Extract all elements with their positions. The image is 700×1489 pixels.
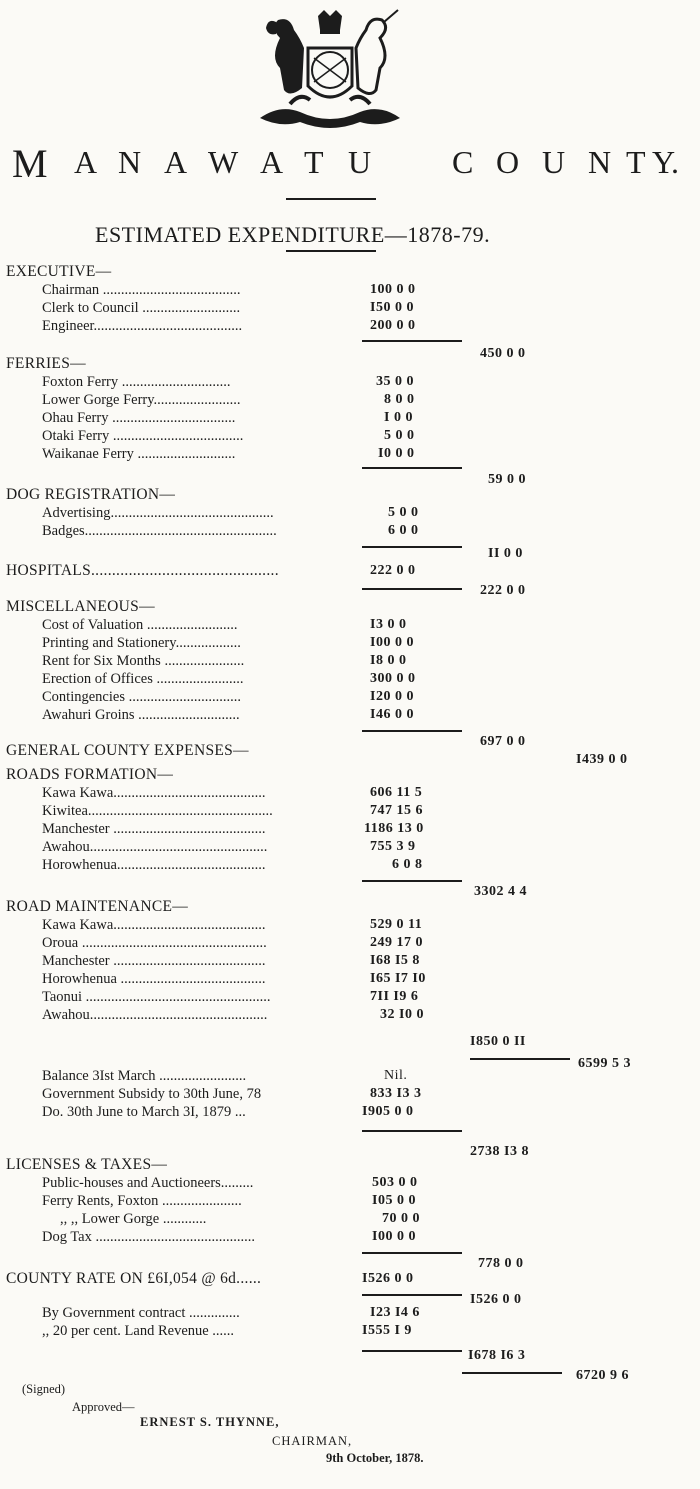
- grand-total: 6599 5 3: [578, 1056, 631, 1071]
- line-item-amount: 222 0 0: [370, 563, 416, 578]
- line-item-amount: I65 I7 I0: [370, 971, 426, 986]
- line-item-amount: 606 11 5: [370, 785, 423, 800]
- signed-label: (Signed): [22, 1382, 66, 1396]
- line-item-label: Awahuri Groins ............................: [42, 707, 240, 723]
- line-item-amount: 35 0 0: [376, 374, 414, 389]
- line-item-amount: I00 0 0: [370, 635, 414, 650]
- section-heading-licenses: LICENSES & TAXES—: [6, 1156, 168, 1173]
- section-heading-miscellaneous: MISCELLANEOUS—: [6, 598, 155, 615]
- sum-rule: [362, 730, 462, 732]
- royal-coat-of-arms: [240, 8, 420, 143]
- line-item-label: Cost of Valuation .........................: [42, 617, 238, 633]
- line-item-amount: 70 0 0: [382, 1211, 420, 1226]
- divider: [286, 198, 376, 200]
- line-item-amount: I68 I5 8: [370, 953, 420, 968]
- line-item-label: Foxton Ferry ..............................: [42, 374, 231, 390]
- county-letter: A: [260, 144, 284, 180]
- county-letter: U: [348, 144, 372, 180]
- line-item-label: Advertising.............................................: [42, 505, 274, 521]
- section-heading-county-rate: COUNTY RATE ON £6I,054 @ 6d......: [6, 1270, 262, 1287]
- line-item-amount: I3 0 0: [370, 617, 407, 632]
- line-item-label: Chairman ......................................: [42, 282, 241, 298]
- line-item-label: Badges.....................................................: [42, 523, 277, 539]
- signatory-name: ERNEST S. THYNNE,: [140, 1415, 280, 1429]
- line-item-amount: 300 0 0: [370, 671, 416, 686]
- line-item-label: Engineer.........................................: [42, 318, 243, 334]
- line-item-label: Public-houses and Auctioneers.........: [42, 1175, 254, 1191]
- section-total: 59 0 0: [488, 472, 526, 487]
- line-item-label: ,, ,, Lower Gorge ............: [60, 1211, 207, 1227]
- county-letter: A: [164, 144, 188, 180]
- line-item-label: Awahou.................................................: [42, 839, 268, 855]
- sum-rule: [362, 467, 462, 469]
- county-letter: C: [452, 144, 474, 180]
- line-item-label: Oroua ...................................................: [42, 935, 267, 951]
- divider: [286, 250, 376, 252]
- line-item-amount: I0 0 0: [378, 446, 415, 461]
- sum-rule: [362, 1252, 462, 1254]
- section-total: I850 0 II: [470, 1034, 526, 1049]
- line-item-label: Dog Tax ............................................: [42, 1229, 255, 1245]
- line-item-label: Kawa Kawa..........................................: [42, 785, 266, 801]
- line-item-amount: 747 15 6: [370, 803, 423, 818]
- line-item-label: Taonui ...................................................: [42, 989, 271, 1005]
- county-letter: U: [542, 144, 566, 180]
- line-item-amount: 5 0 0: [384, 428, 415, 443]
- line-item-label: Horowhenua ........................................: [42, 971, 266, 987]
- line-item-label: Lower Gorge Ferry........................: [42, 392, 241, 408]
- line-item-amount: 529 0 11: [370, 917, 423, 932]
- section-heading-hospitals: HOSPITALS.............................................: [6, 562, 279, 579]
- section-heading-ferries: FERRIES—: [6, 355, 86, 372]
- line-item-amount: 6 0 0: [388, 523, 419, 538]
- line-item-amount: I555 I 9: [362, 1323, 412, 1338]
- sum-rule: [362, 1350, 462, 1352]
- line-item-amount: I50 0 0: [370, 300, 414, 315]
- section-total: 778 0 0: [478, 1256, 524, 1271]
- line-item-label: By Government contract ..............: [42, 1305, 240, 1321]
- sum-rule: [362, 880, 462, 882]
- section-heading-executive: EXECUTIVE—: [6, 263, 112, 280]
- line-item-amount: 8 0 0: [384, 392, 415, 407]
- line-item-amount: I46 0 0: [370, 707, 414, 722]
- sum-rule: [362, 1130, 462, 1132]
- line-item-label: Ohau Ferry ..................................: [42, 410, 236, 426]
- line-item-amount: 1186 13 0: [364, 821, 424, 836]
- line-item-amount: 5 0 0: [388, 505, 419, 520]
- section-total: 697 0 0: [480, 734, 526, 749]
- signature-date: 9th October, 1878.: [326, 1451, 424, 1465]
- section-heading-road-maintenance: ROAD MAINTENANCE—: [6, 898, 189, 915]
- section-total: 222 0 0: [480, 583, 526, 598]
- section-heading-general-expenses: GENERAL COUNTY EXPENSES—: [6, 742, 249, 759]
- line-item-label: Do. 30th June to March 3I, 1879 ...: [42, 1104, 246, 1120]
- line-item-label: Erection of Offices ........................: [42, 671, 244, 687]
- line-item-amount: 200 0 0: [370, 318, 416, 333]
- crest-icon: [240, 8, 420, 143]
- line-item-amount: 503 0 0: [372, 1175, 418, 1190]
- line-item-amount: I20 0 0: [370, 689, 414, 704]
- section-total: I526 0 0: [470, 1292, 522, 1307]
- line-item-label: Otaki Ferry ....................................: [42, 428, 244, 444]
- line-item-label: Waikanae Ferry ...........................: [42, 446, 236, 462]
- sum-rule: [362, 340, 462, 342]
- grand-total: 6720 9 6: [576, 1368, 629, 1383]
- line-item-label: ,, 20 per cent. Land Revenue ......: [42, 1323, 235, 1339]
- line-item-amount: 6 0 8: [392, 857, 423, 872]
- line-item-amount: 7II I9 6: [370, 989, 419, 1004]
- county-letter: Y.: [652, 144, 679, 180]
- line-item-label: Ferry Rents, Foxton ......................: [42, 1193, 242, 1209]
- line-item-amount: 249 17 0: [370, 935, 423, 950]
- line-item-label: Awahou.................................................: [42, 1007, 268, 1023]
- county-letter: O: [496, 144, 520, 180]
- line-item-amount: 755 3 9: [370, 839, 416, 854]
- sum-rule: [470, 1058, 570, 1060]
- county-letter: W: [208, 144, 239, 180]
- line-item-label: Horowhenua.........................................: [42, 857, 266, 873]
- section-total: 2738 I3 8: [470, 1144, 529, 1159]
- sum-rule: [462, 1372, 562, 1374]
- sum-rule: [362, 546, 462, 548]
- line-item-label: Kiwitea...................................................: [42, 803, 273, 819]
- line-item-amount: I00 0 0: [372, 1229, 416, 1244]
- line-item-amount: I23 I4 6: [370, 1305, 420, 1320]
- approved-label: Approved—: [72, 1400, 135, 1414]
- sum-rule: [362, 1294, 462, 1296]
- page-title: ESTIMATED EXPENDITURE—1878-79.: [95, 222, 491, 247]
- line-item-amount: I05 0 0: [372, 1193, 416, 1208]
- grand-total: I439 0 0: [576, 752, 628, 767]
- line-item-amount: I 0 0: [384, 410, 413, 425]
- line-item-amount: I526 0 0: [362, 1271, 414, 1286]
- line-item-amount: Nil.: [384, 1068, 408, 1083]
- line-item-amount: I8 0 0: [370, 653, 407, 668]
- line-item-label: Rent for Six Months ......................: [42, 653, 245, 669]
- line-item-amount: 100 0 0: [370, 282, 416, 297]
- section-total: 3302 4 4: [474, 884, 527, 899]
- section-heading-dog-registration: DOG REGISTRATION—: [6, 486, 176, 503]
- line-item-amount: I905 0 0: [362, 1104, 414, 1119]
- signatory-role: CHAIRMAN,: [272, 1434, 353, 1448]
- section-total: II 0 0: [488, 546, 523, 561]
- line-item-label: Manchester ..........................................: [42, 821, 266, 837]
- section-total: 450 0 0: [480, 346, 526, 361]
- county-letter: N: [588, 144, 612, 180]
- line-item-label: Contingencies ...............................: [42, 689, 241, 705]
- line-item-label: Government Subsidy to 30th June, 78: [42, 1086, 262, 1102]
- section-heading-roads-formation: ROADS FORMATION—: [6, 766, 174, 783]
- line-item-label: Printing and Stationery..................: [42, 635, 241, 651]
- county-letter: A: [74, 144, 98, 180]
- county-letter: T: [626, 144, 646, 180]
- sum-rule: [362, 588, 462, 590]
- line-item-label: Kawa Kawa..........................................: [42, 917, 266, 933]
- county-letter: T: [304, 144, 324, 180]
- line-item-label: Balance 3Ist March ........................: [42, 1068, 247, 1084]
- line-item-label: Clerk to Council ...........................: [42, 300, 241, 316]
- line-item-amount: 32 I0 0: [380, 1007, 424, 1022]
- section-total: I678 I6 3: [468, 1348, 526, 1363]
- county-letter: N: [118, 144, 142, 180]
- line-item-amount: 833 I3 3: [370, 1086, 422, 1101]
- county-letter: M: [12, 141, 48, 186]
- line-item-label: Manchester ..........................................: [42, 953, 266, 969]
